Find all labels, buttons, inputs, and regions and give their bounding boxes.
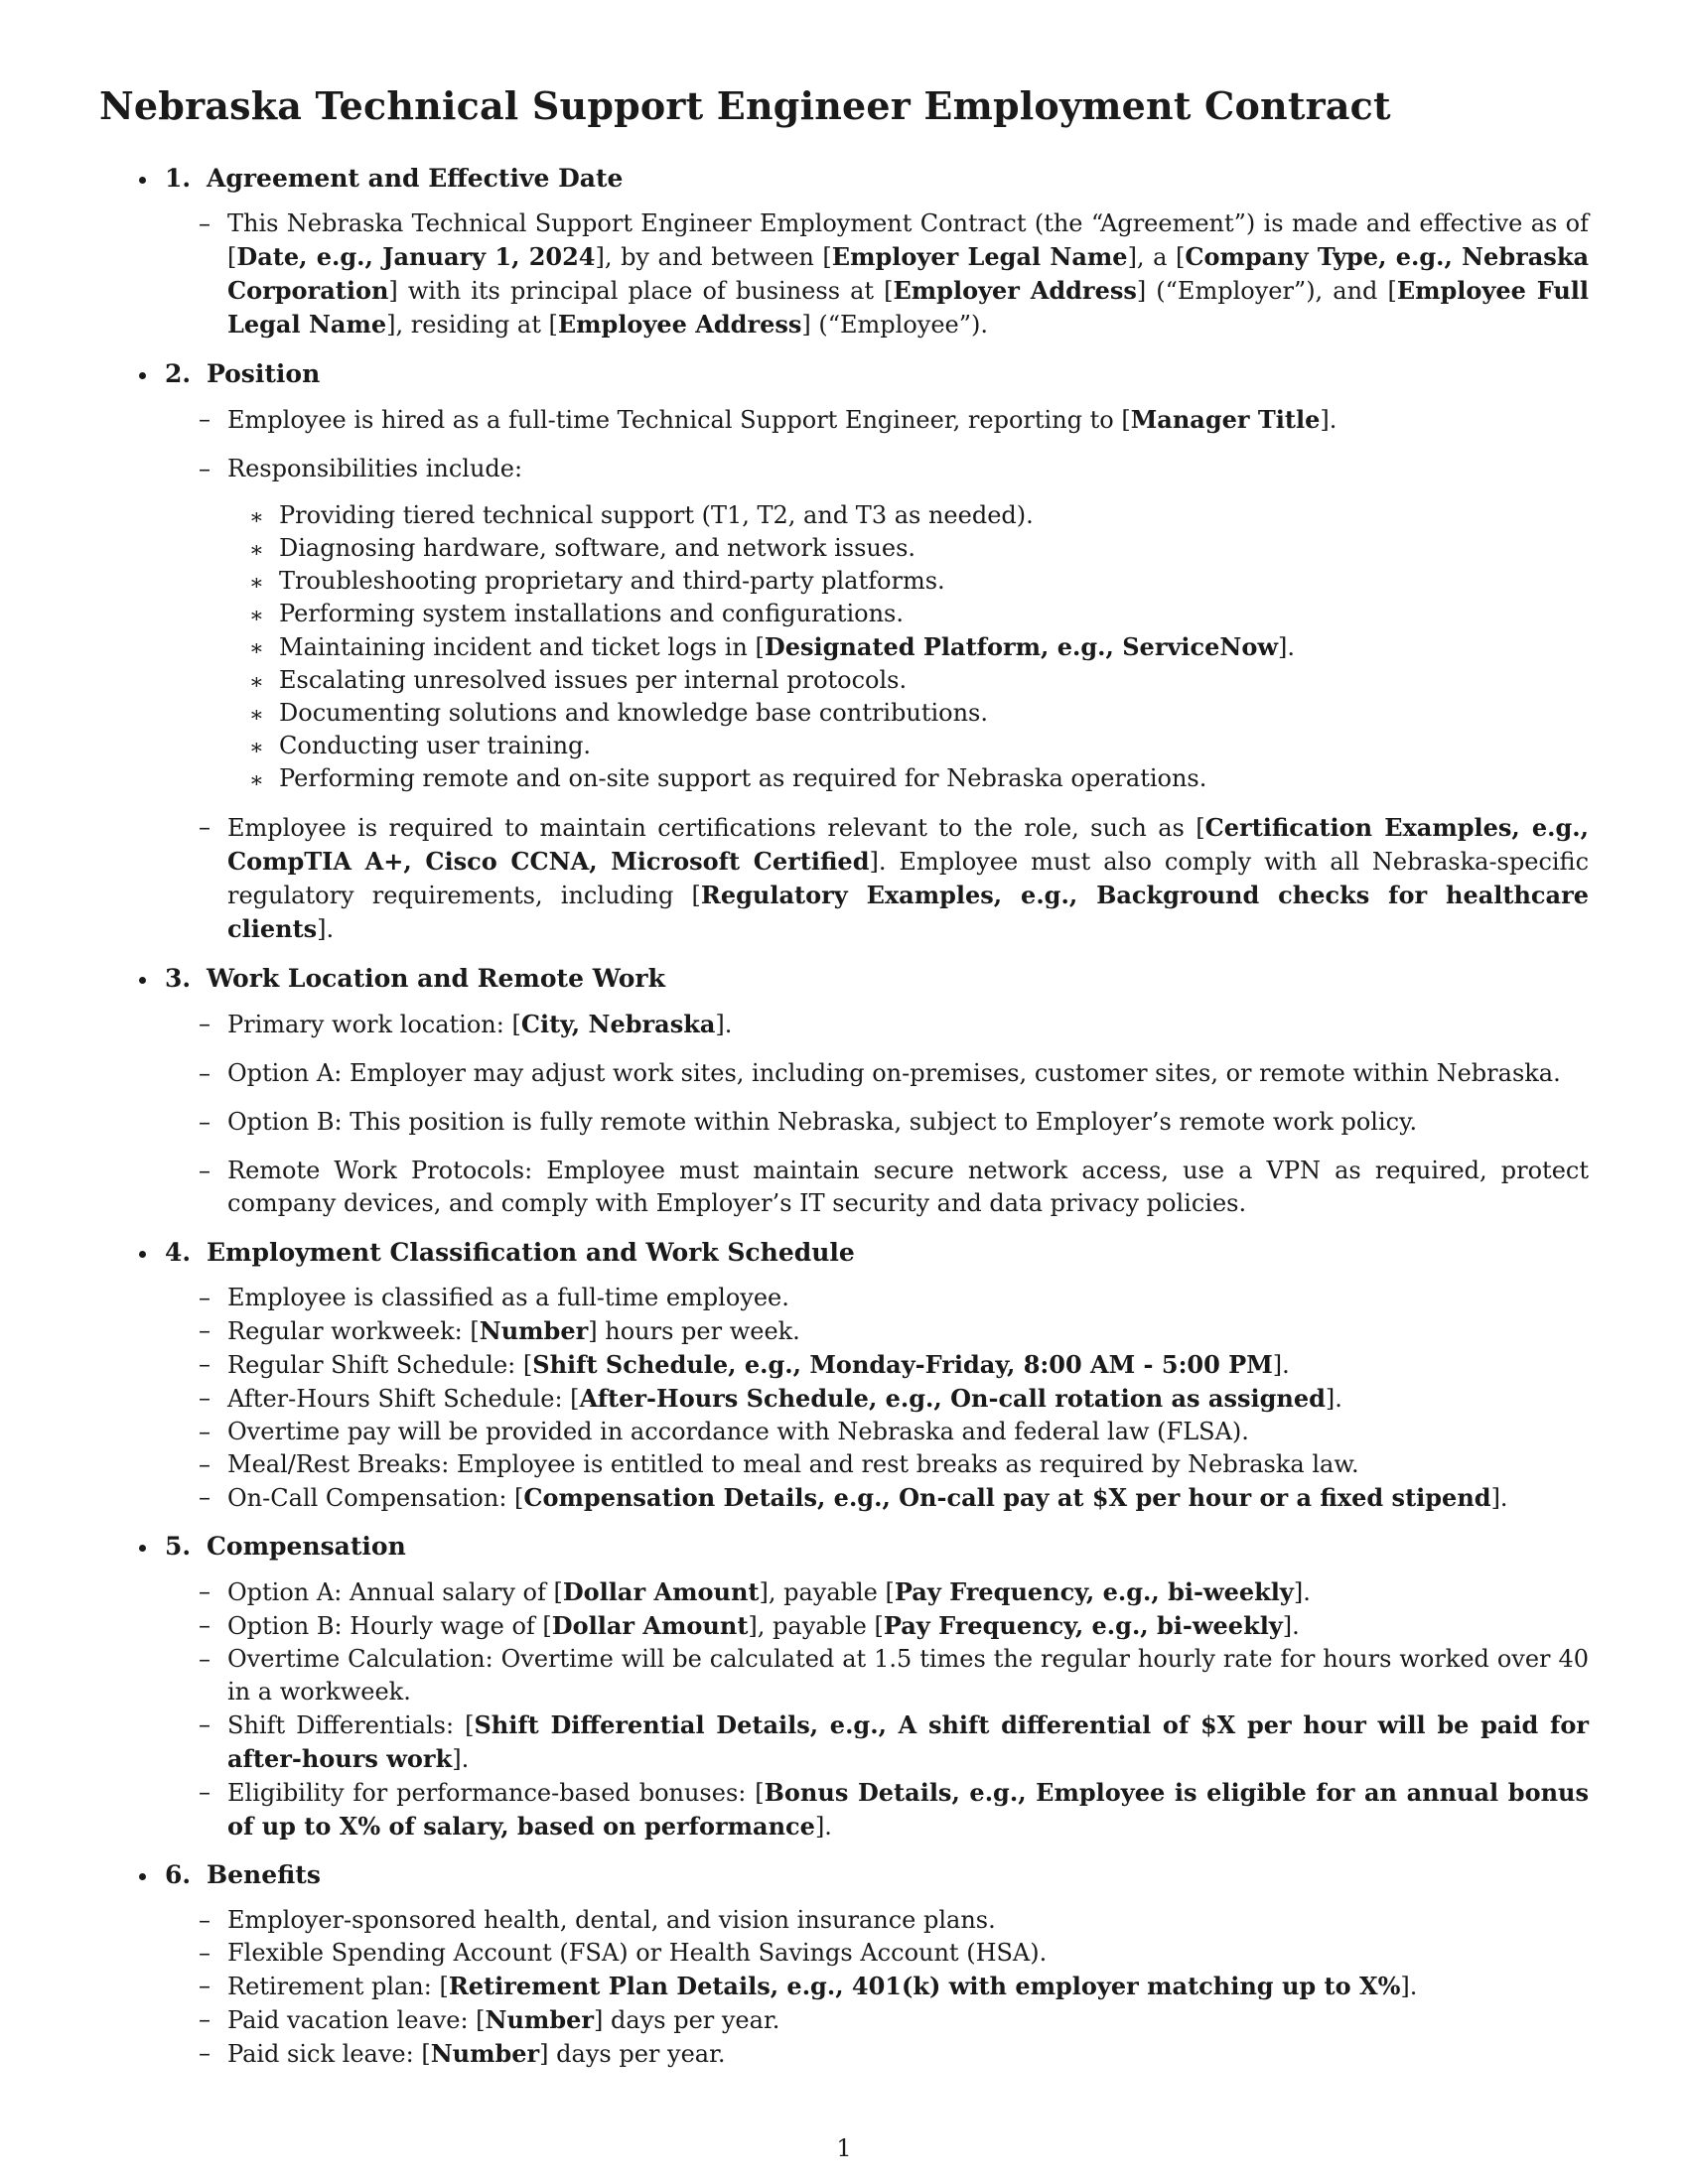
clause-item xyxy=(0,1106,1688,1139)
section-number: 4. xyxy=(165,1238,192,1267)
text-run: ]. xyxy=(1490,1484,1508,1512)
clause-item xyxy=(0,403,1688,437)
dash-bullet-icon: – xyxy=(199,1906,211,1934)
clause-list xyxy=(0,207,1688,341)
placeholder-field: Retirement Plan Details, e.g., 401(k) with employer matching up to X% xyxy=(448,1972,1401,2000)
placeholder-field: Manager Title xyxy=(1130,405,1321,434)
text-run: Option B: Hourly wage of [ xyxy=(227,1612,552,1640)
placeholder-field: Pay Frequency, e.g., bi-weekly xyxy=(894,1577,1294,1606)
responsibility-item xyxy=(227,565,1589,598)
placeholder-field: Date, e.g., January 1, 2024 xyxy=(236,242,596,271)
placeholder-field: Shift Schedule, e.g., Monday-Friday, 8:00 AM - 5:00 PM xyxy=(532,1350,1273,1379)
text-run: Paid vacation leave: [ xyxy=(227,2006,486,2034)
clause-item xyxy=(0,1575,1688,1609)
dash-bullet-icon: – xyxy=(199,2039,211,2067)
text-run: ], residing at [ xyxy=(386,311,558,339)
clause-list xyxy=(0,403,1688,946)
section-heading-text: Position xyxy=(207,359,321,388)
asterisk-bullet-icon: ∗ xyxy=(249,604,264,628)
placeholder-field: City, Nebraska xyxy=(520,1010,716,1038)
text-run: Maintaining incident and ticket logs in [ xyxy=(279,633,765,661)
placeholder-field: Employee Full Legal Name xyxy=(227,276,1590,339)
dash-bullet-icon: – xyxy=(199,1450,211,1478)
text-run: Overtime pay will be provided in accordance with Nebraska and federal law (FLSA). xyxy=(227,1418,1249,1445)
text-run: This Nebraska Technical Support Engineer Employment Contract (the “Agreement”) is made and effective as of [ xyxy=(227,209,1589,271)
text-run: ]. xyxy=(1325,1385,1342,1413)
clause-item xyxy=(0,1776,1688,1843)
dash-bullet-icon: – xyxy=(199,1059,211,1087)
clause-item xyxy=(0,1937,1688,1970)
responsibility-item xyxy=(227,664,1589,697)
clause-item xyxy=(0,2003,1688,2037)
placeholder-field: Regulatory Examples, e.g., Background checks for healthcare clients xyxy=(227,881,1589,943)
responsibility-list xyxy=(227,499,1589,795)
dash-bullet-icon: – xyxy=(199,1611,211,1639)
contract-sections xyxy=(0,162,1688,2086)
dash-bullet-icon: – xyxy=(199,2005,211,2033)
dash-bullet-icon: – xyxy=(199,1939,211,1967)
dash-bullet-icon: – xyxy=(199,1645,211,1673)
bullet-icon xyxy=(139,1251,146,1258)
section-heading xyxy=(0,1530,1688,1564)
text-run: ] (“Employer”), and [ xyxy=(1136,277,1397,305)
placeholder-field: Company Type, e.g., Nebraska Corporation xyxy=(227,242,1589,305)
dash-bullet-icon: – xyxy=(199,209,211,237)
bullet-icon xyxy=(139,372,146,379)
text-run: ]. xyxy=(452,1745,470,1773)
section-number: 6. xyxy=(165,1860,192,1889)
clause-item xyxy=(0,1708,1688,1776)
text-run: Meal/Rest Breaks: Employee is entitled to meal and rest breaks as required by Nebraska law. xyxy=(227,1450,1359,1478)
asterisk-bullet-icon: ∗ xyxy=(249,505,264,530)
section-heading-text: Agreement and Effective Date xyxy=(207,164,624,193)
text-run: Conducting user training. xyxy=(279,732,592,759)
placeholder-field: Bonus Details, e.g., Employee is eligible for an annual bonus of up to X% of salary, based on performance xyxy=(227,1778,1590,1841)
text-run: After-Hours Shift Schedule: [ xyxy=(227,1385,580,1413)
text-run: Retirement plan: [ xyxy=(227,1973,449,2000)
placeholder-field: Shift Differential Details, e.g., A shift differential of $X per hour will be paid for after-hours work xyxy=(227,1710,1590,1773)
clause-list xyxy=(0,1282,1688,1515)
dash-bullet-icon: – xyxy=(199,813,211,841)
text-run: Eligibility for performance-based bonuses: [ xyxy=(227,1779,765,1807)
clause-list xyxy=(0,1575,1688,1843)
text-run: ] days per year. xyxy=(539,2040,726,2068)
clause-item xyxy=(0,453,1688,795)
text-run: Documenting solutions and knowledge base contributions. xyxy=(279,699,988,727)
bullet-icon xyxy=(139,177,146,184)
text-run: Shift Differentials: [ xyxy=(227,1711,475,1739)
dash-bullet-icon: – xyxy=(199,1010,211,1037)
placeholder-field: Employer Address xyxy=(893,276,1137,305)
responsibility-item xyxy=(227,499,1589,532)
dash-bullet-icon: – xyxy=(199,1972,211,1999)
section-heading-text: Work Location and Remote Work xyxy=(207,964,665,993)
page-number: 1 xyxy=(836,2134,852,2162)
dash-bullet-icon: – xyxy=(199,1350,211,1378)
placeholder-field: Certification Examples, e.g., CompTIA A+, Cisco CCNA, Microsoft Certified xyxy=(227,813,1590,876)
section-1 xyxy=(0,162,1688,341)
text-run: On-Call Compensation: [ xyxy=(227,1484,524,1512)
clause-item xyxy=(0,1008,1688,1041)
placeholder-field: Dollar Amount xyxy=(551,1611,749,1640)
dash-bullet-icon: – xyxy=(199,1316,211,1344)
responsibility-item xyxy=(227,598,1589,630)
clause-list xyxy=(0,1008,1688,1220)
section-heading xyxy=(0,1858,1688,1892)
text-run: ] hours per week. xyxy=(588,1317,800,1345)
text-run: ]. xyxy=(715,1011,733,1038)
asterisk-bullet-icon: ∗ xyxy=(249,703,264,728)
placeholder-field: Designated Platform, e.g., ServiceNow xyxy=(764,632,1279,661)
text-run: ], payable [ xyxy=(748,1612,884,1640)
clause-item xyxy=(0,1609,1688,1643)
placeholder-field: Dollar Amount xyxy=(562,1577,760,1606)
clause-item xyxy=(0,1282,1688,1314)
clause-item xyxy=(0,1057,1688,1090)
text-run: Option B: This position is fully remote within Nebraska, subject to Employer’s remote work policy. xyxy=(227,1108,1418,1136)
text-run: Remote Work Protocols: Employee must maintain secure network access, use a VPN as required, protect company devices, and comply with Employer’s IT security and data privacy policies. xyxy=(227,1157,1589,1217)
placeholder-field: Employer Legal Name xyxy=(831,242,1128,271)
bullet-icon xyxy=(139,977,146,984)
clause-item xyxy=(0,1382,1688,1416)
text-run: Employer-sponsored health, dental, and vision insurance plans. xyxy=(227,1906,996,1934)
text-run: ] with its principal place of business at [ xyxy=(388,277,894,305)
clause-item xyxy=(0,1314,1688,1348)
section-2 xyxy=(0,357,1688,946)
text-run: Option A: Employer may adjust work sites, including on-premises, customer sites, or remote within Nebraska. xyxy=(227,1059,1561,1087)
clause-item xyxy=(0,1416,1688,1448)
text-run: ] days per year. xyxy=(594,2006,780,2034)
text-run: Employee is hired as a full-time Technical Support Engineer, reporting to [ xyxy=(227,406,1131,434)
text-run: ]. xyxy=(1293,1578,1311,1606)
text-run: ]. xyxy=(317,915,335,943)
section-3 xyxy=(0,962,1688,1220)
text-run: ]. Employee must also comply with all Nebraska-specific regulatory requirements, including [ xyxy=(227,848,1590,909)
responsibility-item xyxy=(227,730,1589,762)
asterisk-bullet-icon: ∗ xyxy=(249,538,264,563)
text-run: ], by and between [ xyxy=(595,243,832,271)
text-run: Employee is required to maintain certifications relevant to the role, such as [ xyxy=(227,814,1205,842)
asterisk-bullet-icon: ∗ xyxy=(249,636,264,661)
responsibility-item xyxy=(227,630,1589,664)
bullet-icon xyxy=(139,1873,146,1880)
dash-bullet-icon: – xyxy=(199,1384,211,1412)
text-run: Performing remote and on-site support as required for Nebraska operations. xyxy=(279,764,1207,792)
clause-item xyxy=(0,1348,1688,1382)
section-5 xyxy=(0,1530,1688,1843)
clause-item xyxy=(0,1970,1688,2003)
section-6 xyxy=(0,1858,1688,2071)
responsibility-item xyxy=(227,762,1589,795)
text-run: Escalating unresolved issues per internal protocols. xyxy=(279,666,908,694)
page-title: Nebraska Technical Support Engineer Employment Contract xyxy=(99,83,1391,128)
clause-item xyxy=(0,207,1688,341)
placeholder-field: Number xyxy=(479,1316,589,1345)
text-run: Troubleshooting proprietary and third-party platforms. xyxy=(279,567,945,595)
text-run: Flexible Spending Account (FSA) or Health Savings Account (HSA). xyxy=(227,1939,1048,1967)
text-run: ]. xyxy=(1282,1612,1300,1640)
placeholder-field: After-Hours Schedule, e.g., On-call rotation as assigned xyxy=(579,1384,1326,1413)
section-number: 5. xyxy=(165,1532,192,1561)
section-number: 1. xyxy=(165,164,192,193)
text-run: ], payable [ xyxy=(759,1578,895,1606)
text-run: ], a [ xyxy=(1127,243,1186,271)
responsibility-item xyxy=(227,532,1589,565)
clause-item xyxy=(0,1904,1688,1937)
dash-bullet-icon: – xyxy=(199,1710,211,1738)
placeholder-field: Compensation Details, e.g., On-call pay at $X per hour or a fixed stipend xyxy=(523,1483,1491,1512)
text-run: Option A: Annual salary of [ xyxy=(227,1578,563,1606)
text-run: ]. xyxy=(814,1813,832,1841)
clause-item xyxy=(0,811,1688,946)
text-run: ]. xyxy=(1400,1973,1418,2000)
clause-list xyxy=(0,1904,1688,2071)
section-heading xyxy=(0,1236,1688,1270)
asterisk-bullet-icon: ∗ xyxy=(249,736,264,760)
clause-item xyxy=(0,2037,1688,2071)
clause-item xyxy=(0,1155,1688,1220)
text-run: Employee is classified as a full-time employee. xyxy=(227,1284,789,1311)
text-run: ]. xyxy=(1278,633,1296,661)
placeholder-field: Number xyxy=(485,2005,595,2034)
asterisk-bullet-icon: ∗ xyxy=(249,768,264,793)
section-heading-text: Compensation xyxy=(207,1532,406,1561)
dash-bullet-icon: – xyxy=(199,1577,211,1605)
dash-bullet-icon: – xyxy=(199,405,211,433)
section-heading-text: Benefits xyxy=(207,1860,321,1889)
responsibility-item xyxy=(227,697,1589,730)
section-heading xyxy=(0,162,1688,196)
bullet-icon xyxy=(139,1545,146,1552)
placeholder-field: Number xyxy=(430,2039,540,2068)
dash-bullet-icon: – xyxy=(199,1483,211,1511)
text-run: Providing tiered technical support (T1, T2, and T3 as needed). xyxy=(279,501,1034,529)
dash-bullet-icon: – xyxy=(199,1418,211,1445)
section-heading-text: Employment Classification and Work Schedule xyxy=(207,1238,855,1267)
text-run: Performing system installations and configurations. xyxy=(279,600,904,627)
text-run: ]. xyxy=(1320,406,1337,434)
text-run: Overtime Calculation: Overtime will be calculated at 1.5 times the regular hourly rate for hours worked over 40 in a workweek. xyxy=(227,1645,1589,1706)
text-run: ] (“Employee”). xyxy=(801,311,989,339)
section-heading xyxy=(0,357,1688,391)
asterisk-bullet-icon: ∗ xyxy=(249,571,264,596)
section-number: 2. xyxy=(165,359,192,388)
text-run: ]. xyxy=(1272,1351,1290,1379)
clause-item xyxy=(0,1448,1688,1481)
text-run: Diagnosing hardware, software, and network issues. xyxy=(279,534,916,562)
placeholder-field: Pay Frequency, e.g., bi-weekly xyxy=(883,1611,1283,1640)
asterisk-bullet-icon: ∗ xyxy=(249,670,264,695)
dash-bullet-icon: – xyxy=(199,1157,211,1184)
text-run: Regular workweek: [ xyxy=(227,1317,480,1345)
dash-bullet-icon: – xyxy=(199,1284,211,1311)
dash-bullet-icon: – xyxy=(199,455,211,482)
dash-bullet-icon: – xyxy=(199,1108,211,1136)
text-run: Regular Shift Schedule: [ xyxy=(227,1351,533,1379)
clause-item xyxy=(0,1481,1688,1515)
clause-item xyxy=(0,1643,1688,1708)
section-number: 3. xyxy=(165,964,192,993)
placeholder-field: Employee Address xyxy=(557,310,802,339)
section-4 xyxy=(0,1236,1688,1515)
text-run: Paid sick leave: [ xyxy=(227,2040,431,2068)
text-run: Primary work location: [ xyxy=(227,1011,521,1038)
dash-bullet-icon: – xyxy=(199,1778,211,1806)
section-heading xyxy=(0,962,1688,996)
text-run: Responsibilities include: xyxy=(227,455,523,482)
